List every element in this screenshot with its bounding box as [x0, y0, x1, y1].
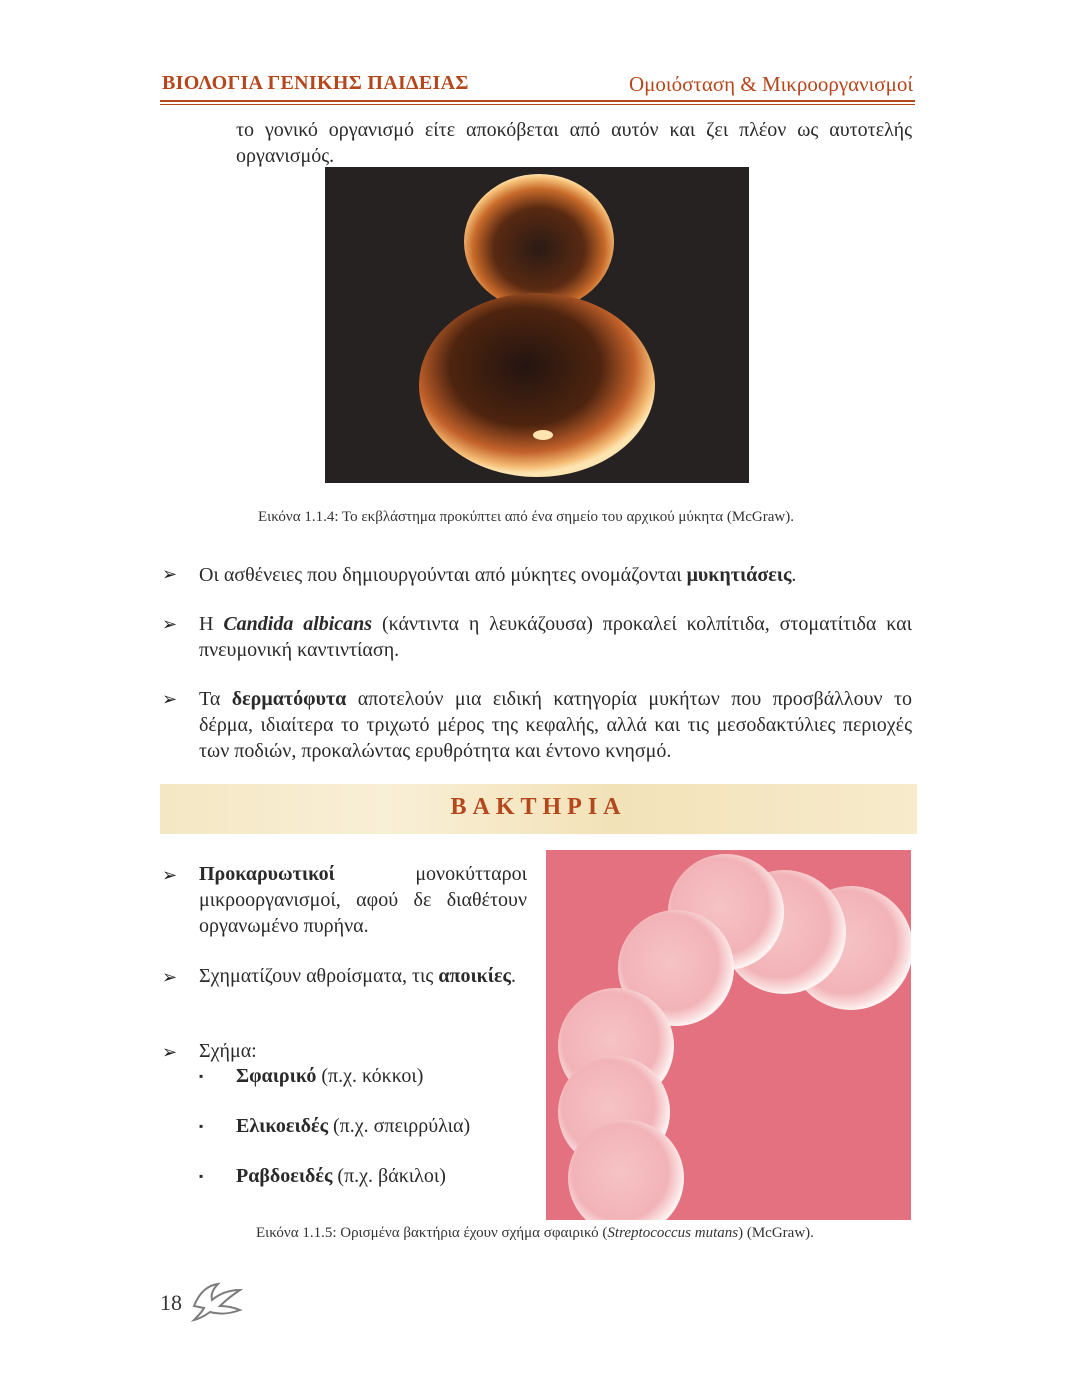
arrowhead-bullet-icon: ➢ [162, 614, 178, 634]
streptococcus-image [546, 850, 911, 1220]
bullet-prokaryotic: Προκαρυωτικοί μονοκύτταροι μικροοργανισμοί, αφού δε διαθέτουν οργανωμένο πυρήνα. [199, 863, 527, 937]
arrowhead-bullet-icon: ➢ [162, 865, 178, 885]
arrowhead-bullet-icon: ➢ [162, 564, 178, 584]
square-bullet-icon: ▪ [199, 1069, 204, 1083]
section-banner [160, 784, 917, 834]
header-rule-thin [160, 104, 915, 105]
page-number: 18 [160, 1290, 182, 1315]
arrowhead-bullet-icon: ➢ [162, 689, 178, 709]
bullet-colonies: Σχηματίζουν αθροίσματα, τις αποικίες. [199, 965, 516, 987]
budding-yeast-drawing [325, 167, 749, 483]
dove-logo-icon [190, 1280, 244, 1329]
arrowhead-bullet-icon: ➢ [162, 1042, 178, 1062]
header-left-title: ΒΙΟΛΟΓΙΑ ΓΕΝΙΚΗΣ ΠΑΙΔΕΙΑΣ [162, 72, 469, 94]
shape-spherical: Σφαιρικό (π.χ. κόκκοι) [236, 1065, 424, 1087]
section-title: ΒΑΚΤΗΡΙΑ [450, 794, 627, 820]
budding-yeast-image [325, 167, 749, 483]
bullet-dermatophytes: Τα δερματόφυτα αποτελούν μια ειδική κατηγορία μυκήτων που προσβάλλουν το δέρμα, ιδιαίτερα το τριχωτό μέρος της κεφαλής, αλλά και τις μεσοδακτύλιες περιοχές των ποδιών, προκαλώντας ερυθρότητα και έντονο κνησμό. [199, 688, 912, 762]
shape-rod: Ραβδοειδές (π.χ. βάκιλοι) [236, 1165, 446, 1187]
square-bullet-icon: ▪ [199, 1119, 204, 1133]
bullet-mycoses: Οι ασθένειες που δημιουργούνται από μύκητες ονομάζονται μυκητιάσεις. [199, 564, 797, 586]
bullet-shape: Σχήμα: [199, 1040, 257, 1062]
continuation-paragraph: το γονικό οργανισμό είτε αποκόβεται από αυτόν και ζει πλέον ως αυτοτελής οργανισμός. [236, 119, 912, 167]
streptococcus-drawing [546, 850, 911, 1220]
bullet-candida: Η Candida albicans (κάντιντα η λευκάζουσα) προκαλεί κολπίτιδα, στοματίτιδα και πνευμονική καντιντίαση. [199, 613, 912, 661]
figure1-caption: Εικόνα 1.1.4: Το εκβλάστημα προκύπτει από ένα σημείο του αρχικού μύκητα (McGraw). [258, 509, 794, 525]
arrowhead-bullet-icon: ➢ [162, 967, 178, 987]
figure2-caption: Εικόνα 1.1.5: Ορισμένα βακτήρια έχουν σχήμα σφαιρικό (Streptococcus mutans) (McGraw). [256, 1225, 814, 1241]
header-rule [160, 100, 915, 102]
square-bullet-icon: ▪ [199, 1169, 204, 1183]
header-right-title: Ομοιόσταση & Μικροοργανισμοί [629, 72, 913, 96]
shape-helical: Ελικοειδές (π.χ. σπειρρύλια) [236, 1115, 471, 1137]
